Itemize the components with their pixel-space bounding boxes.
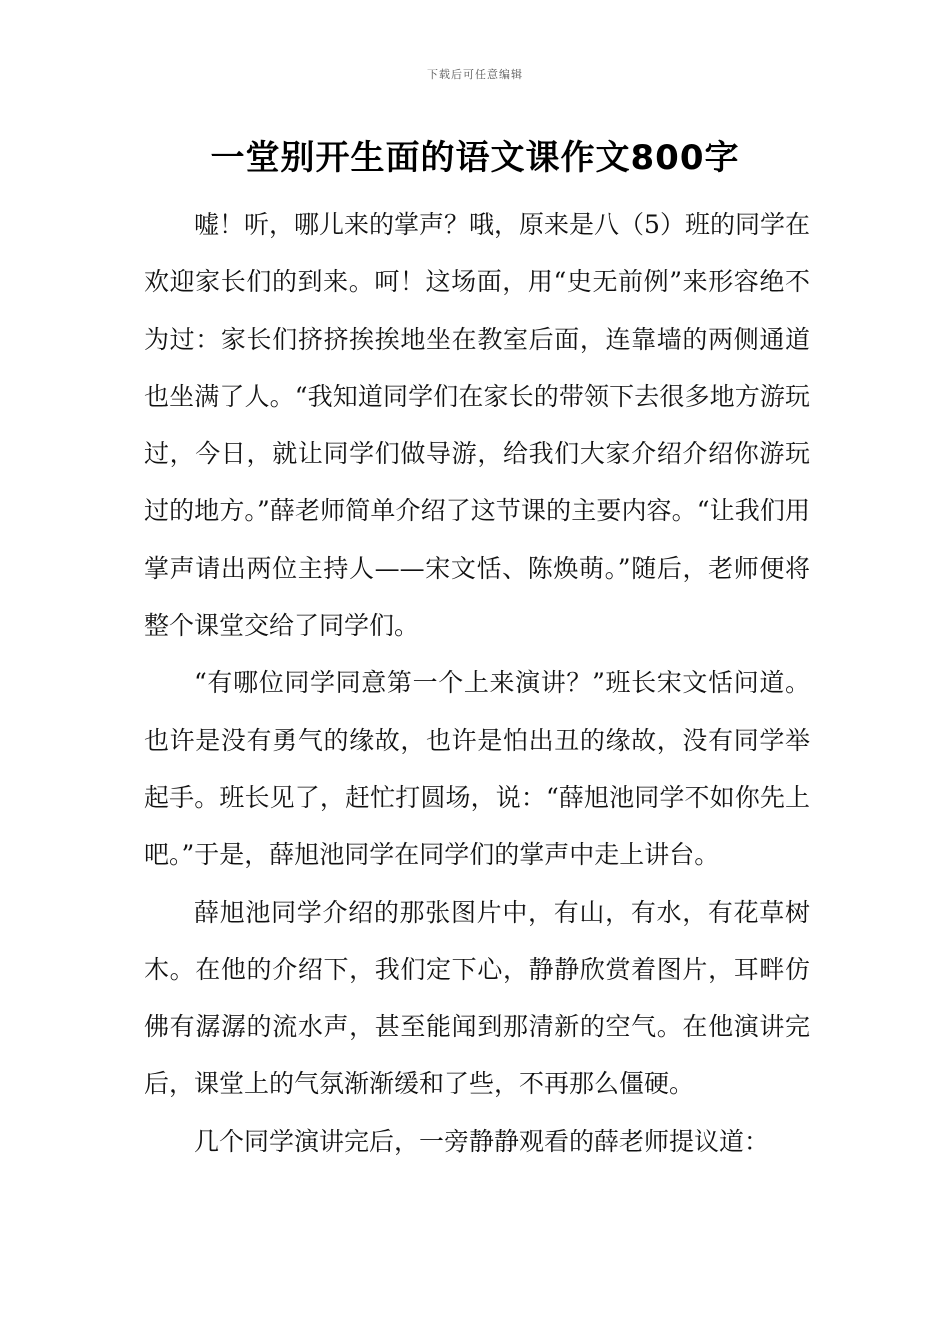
paragraph: 薛旭池同学介绍的那张图片中，有山，有水，有花草树木。在他的介绍下，我们定下心，静静欣赏着图片，耳畔仿佛有潺潺的流水声，甚至能闻到那清新的空气。在他演讲完后，课堂上的气氛渐渐缓和了些，不再那么僵硬。 bbox=[144, 897, 810, 1099]
header-note: 下载后可任意编辑 bbox=[427, 68, 523, 81]
document-body bbox=[144, 196, 810, 1170]
paragraph: 几个同学演讲完后，一旁静静观看的薛老师提议道： bbox=[194, 1126, 770, 1156]
paragraph: “有哪位同学同意第一个上来演讲？”班长宋文恬问道。也许是没有勇气的缘故，也许是怕出丑的缘故，没有同学举起手。班长见了，赶忙打圆场，说：“薛旭池同学不如你先上吧。”于是，薛旭池同学在同学们的掌声中走上讲台。 bbox=[144, 668, 810, 870]
document-title: 一堂别开生面的语文课作文800字 bbox=[210, 138, 740, 178]
paragraph: 嘘！听，哪儿来的掌声？哦，原来是八（5）班的同学在欢迎家长们的到来。呵！这场面，用“史无前例”来形容绝不为过：家长们挤挤挨挨地坐在教室后面，连靠墙的两侧通道也坐满了人。“我知道同学们在家长的带领下去很多地方游玩过，今日，就让同学们做导游，给我们大家介绍介绍你游玩过的地方。”薛老师简单介绍了这节课的主要内容。“让我们用掌声请出两位主持人——宋文恬、陈焕萌。”随后，老师便将整个课堂交给了同学们。 bbox=[144, 210, 810, 641]
